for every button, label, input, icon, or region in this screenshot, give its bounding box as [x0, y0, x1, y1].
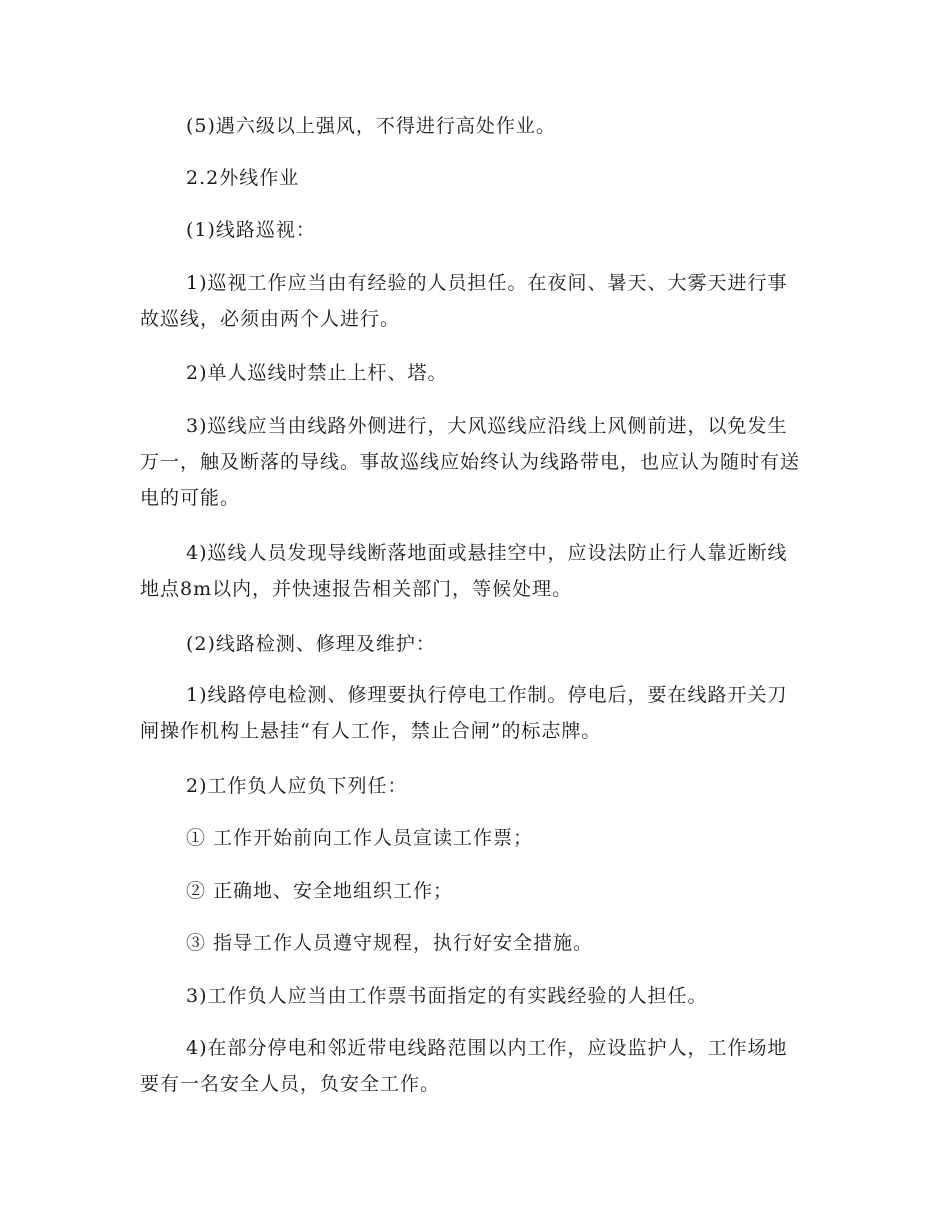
paragraph-patrol-2: 2)单人巡线时禁止上杆、塔。	[186, 362, 448, 384]
paragraph-maintenance-2: 2)工作负人应负下列任：	[186, 775, 408, 797]
list-item-duty-2: ② 正确地、安全地组织工作；	[186, 880, 454, 902]
list-item-duty-3: ③ 指导工作人员遵守规程，执行好安全措施。	[186, 932, 594, 954]
section-heading-2-2: 2.2外线作业	[186, 167, 300, 189]
subheading-maintenance: (2)线路检测、修理及维护：	[186, 633, 436, 655]
list-item-duty-1: ① 工作开始前向工作人员宣读工作票；	[186, 827, 534, 849]
paragraph-patrol-4: 4)巡线人员发现导线断落地面或悬挂空中，应设法防止行人靠近断线地点8m以内，并快速报告相关部门，等候处理。	[140, 542, 788, 600]
paragraph-patrol-1: 1)巡视工作应当由有经验的人员担任。在夜间、暑天、大雾天进行事故巡线，必须由两个人进行。	[140, 272, 788, 330]
paragraph-maintenance-1: 1)线路停电检测、修理要执行停电工作制。停电后，要在线路开关刀闸操作机构上悬挂“有人工作，禁止合闸”的标志牌。	[140, 684, 788, 742]
paragraph-patrol-3: 3)巡线应当由线路外侧进行，大风巡线应沿线上风侧前进，以免发生万一，触及断落的导线。事故巡线应始终认为线路带电，也应认为随时有送电的可能。	[140, 415, 801, 509]
paragraph-maintenance-4: 4)在部分停电和邻近带电线路范围以内工作，应设监护人，工作场地要有一名安全人员，负安全工作。	[140, 1037, 788, 1095]
paragraph-wind-rule: (5)遇六级以上强风，不得进行高处作业。	[186, 115, 556, 137]
paragraph-maintenance-3: 3)工作负人应当由工作票书面指定的有实践经验的人担任。	[186, 985, 708, 1007]
subheading-line-patrol: (1)线路巡视：	[186, 219, 316, 241]
